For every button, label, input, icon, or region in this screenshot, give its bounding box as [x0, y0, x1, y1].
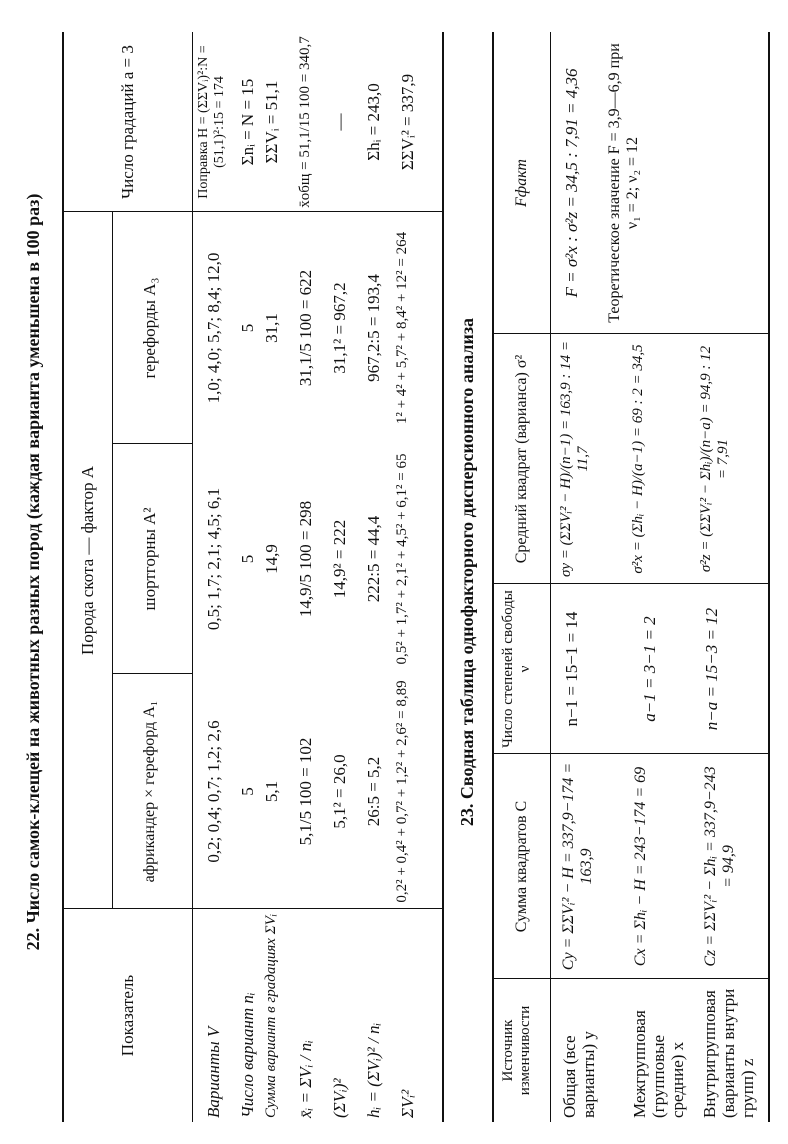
t23-row-between-f: Теоретическое значение F = 3,9—6,9 при ν₁ = 2; ν₂ = 12: [606, 43, 641, 323]
t23-row-between-df: a−1 = 3−1 = 2: [640, 616, 659, 722]
variants-a3: 1,0; 4,0; 5,7; 8,4; 12,0: [204, 252, 223, 404]
table23-header-ss: Сумма квадратов C: [513, 800, 530, 933]
variants-a2: 0,5; 1,7; 2,1; 4,5; 6,1: [204, 487, 223, 631]
variants-a1: 0,2; 0,4; 0,7; 1,2; 2,6: [204, 720, 223, 863]
table23-header-ms: Средний квадрат (варианса) σ²: [513, 354, 530, 564]
sqsum-a3: 1² + 4² + 5,7² + 8,4² + 12² = 264: [394, 231, 410, 425]
t23-row-total-df: n−1 = 15−1 = 14: [562, 611, 581, 727]
sqsum-a2: 0,5² + 1,7² + 2,1² + 4,5² + 6,1² = 65: [394, 453, 410, 665]
table22-col-gradations: Число градаций a = 3: [118, 45, 137, 199]
sum-a1: 5,1: [262, 780, 281, 803]
variants-total: Поправка H = (ΣΣVᵢ)²:N = (51,1)²:15 = 174: [196, 45, 227, 199]
table22-col-breed-group: Порода скота — фактор A: [78, 466, 97, 655]
table23-divider: [492, 978, 768, 979]
table23-divider: [492, 333, 768, 334]
t23-row-between-ss: Cx = Σhᵢ − H = 243−174 = 69: [632, 766, 649, 967]
row-variants-label: Варианты V: [204, 1026, 223, 1118]
sumsq-a2: 14,9² = 222: [330, 519, 349, 599]
table23-header-rule: [550, 32, 551, 1122]
table22-group-rule: [112, 212, 113, 909]
table22-col-a3: герефорды A₃: [140, 277, 159, 379]
table23-header-source: Источник изменчивости: [500, 1005, 533, 1096]
table23-header-df: Число степеней свободы ν: [500, 590, 533, 748]
table22-col-a2: шортгорны A²: [140, 507, 159, 611]
count-total: Σnᵢ = N = 15: [238, 78, 257, 166]
t23-row-within-source: Внутригрупповая (варианты внутри групп) z: [700, 988, 757, 1118]
row-sqsum-label: ΣVᵢ²: [398, 1089, 417, 1118]
row-sumsq-label: (ΣVᵢ)²: [330, 1078, 349, 1118]
t23-row-total-ss: Cy = ΣΣVᵢ² − H = 337,9−174 = 163,9: [560, 762, 595, 971]
row-h-label: hᵢ = (ΣVᵢ)² / nᵢ: [364, 1022, 383, 1118]
row-mean-label: x̄ᵢ = ΣVᵢ / nᵢ: [296, 1040, 315, 1118]
sum-total: ΣΣVᵢ = 51,1: [262, 80, 281, 164]
table23-header-f: Fфакт: [513, 159, 530, 207]
t23-row-within-ms: σ²z = (ΣΣVᵢ² − Σhᵢ)/(n−a) = 94,9 : 12 = 7,91: [698, 345, 731, 573]
table23-title: 23. Сводная таблица однофакторного дисперсионного анализа: [457, 317, 477, 827]
h-a2: 222:5 = 44,4: [364, 515, 383, 603]
table23-divider: [492, 753, 768, 754]
row-sum-label: Сумма вариант в градациях ΣVᵢ: [263, 913, 279, 1118]
table22-header-rule: [192, 32, 193, 1122]
table23-divider: [492, 583, 768, 584]
sumsq-total: —: [330, 113, 349, 131]
h-total: Σhᵢ = 243,0: [364, 83, 383, 161]
table22-col-a1: африкандер × герефорд A₁: [141, 700, 158, 883]
sqsum-total: ΣΣVᵢ² = 337,9: [398, 73, 417, 171]
table22-bottom-rule: [442, 32, 444, 1122]
t23-row-total-source: Общая (все варианты) y: [560, 1031, 598, 1118]
h-a3: 967,2:5 = 193,4: [364, 274, 383, 382]
table22-top-rule: [62, 32, 64, 1122]
t23-row-total-ms: σy = (ΣΣVᵢ² − H)/(n−1) = 163,9 : 14 = 11,7: [558, 341, 591, 578]
sum-a3: 31,1: [262, 313, 281, 343]
t23-row-total-f: F = σ²x : σ²z = 34,5 : 7,91 = 4,36: [562, 68, 581, 298]
sumsq-a1: 5,1² = 26,0: [330, 754, 349, 829]
t23-row-between-source: Межгрупповая (групповые средние) x: [630, 1010, 687, 1118]
count-a1: 5: [238, 787, 257, 796]
table22-col-indicator: Показатель: [118, 974, 137, 1057]
count-a2: 5: [238, 554, 257, 564]
t23-row-between-ms: σ²x = (Σhᵢ − H)/(a−1) = 69 : 2 = 34,5: [630, 344, 646, 574]
mean-total: x̄общ = 51,1/15 100 = 340,7: [297, 36, 313, 208]
row-count-label: Число вариант nᵢ: [238, 992, 257, 1118]
mean-a3: 31,1/5 100 = 622: [296, 269, 315, 387]
mean-a2: 14,9/5 100 = 298: [296, 500, 315, 618]
table22-title: 22. Число самок-клещей на животных разных пород (каждая варианта уменьшена в 100 раз): [23, 193, 43, 951]
table23-bottom-rule: [768, 32, 770, 1122]
h-a1: 26:5 = 5,2: [364, 756, 383, 827]
sqsum-a1: 0,2² + 0,4² + 0,7² + 1,2² + 2,6² = 8,89: [394, 680, 410, 903]
count-a3: 5: [238, 323, 257, 333]
sum-a2: 14,9: [262, 544, 281, 574]
mean-a1: 5,1/5 100 = 102: [296, 737, 315, 846]
t23-row-within-df: n−a = 15−3 = 12: [702, 607, 721, 731]
sumsq-a3: 31,1² = 967,2: [330, 282, 349, 374]
t23-row-within-ss: Cz = ΣΣVᵢ² − Σhᵢ = 337,9−243 = 94,9: [702, 766, 737, 967]
table23-top-rule: [492, 32, 494, 1122]
